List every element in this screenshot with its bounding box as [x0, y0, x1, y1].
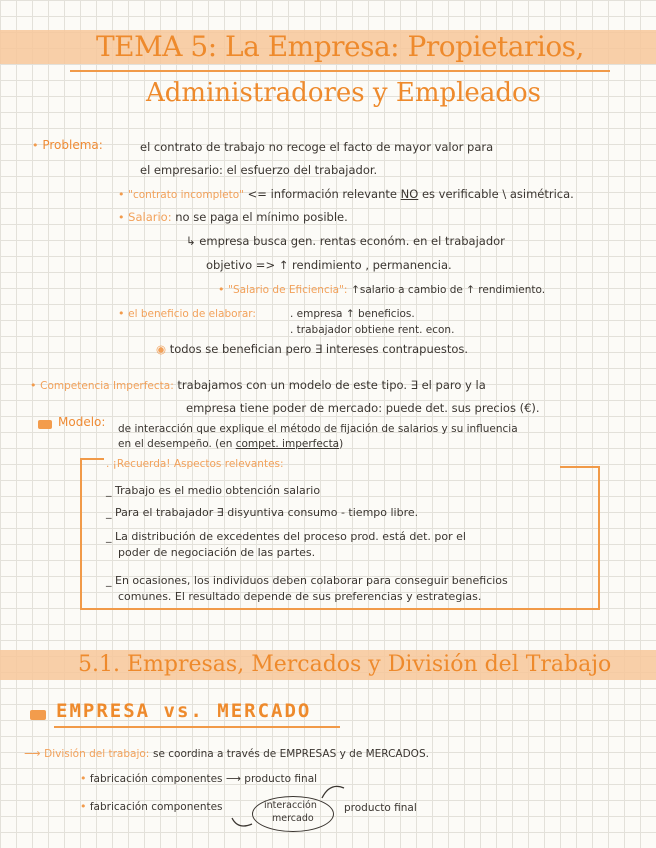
row1-right: producto final — [244, 773, 318, 785]
section-title: 5.1. Empresas, Mercados y División del Trabajo — [78, 652, 612, 677]
recuerda-item-5: _ En ocasiones, los individuos deben colaborar para conseguir beneficios — [106, 574, 508, 587]
division-label: División del trabajo: — [44, 748, 150, 760]
division-row — [24, 746, 429, 760]
oval-text-2: mercado — [272, 813, 314, 824]
recuerda-item-3: _ La distribución de excedentes del proceso prod. está det. por el — [106, 530, 466, 543]
arrow-right-icon: ⟶ — [24, 746, 41, 760]
competencia-row — [30, 378, 486, 392]
row1-arrow: ⟶ — [225, 773, 241, 785]
contrato-incompleto-row — [118, 187, 574, 201]
empresa-busca-line: ↳ empresa busca gen. rentas económ. en el trabajador — [186, 234, 505, 248]
box-top-right — [560, 466, 600, 468]
salario-text: no se paga el mínimo posible. — [175, 210, 348, 224]
eficiencia-label: "Salario de Eficiencia": — [228, 284, 348, 296]
bullet-icon: • — [218, 283, 225, 296]
row1-left: fabricación componentes — [89, 773, 223, 785]
recuerda-heading: . ¡Recuerda! Aspectos relevantes: — [106, 458, 284, 470]
modelo-line2-b: ) — [339, 438, 344, 450]
bullet-icon: • — [80, 800, 87, 813]
competencia-line2: empresa tiene poder de mercado: puede det. sus precios (€). — [186, 401, 540, 415]
oval-text-1: interacción — [264, 800, 317, 811]
curve-arrow-down — [232, 818, 252, 826]
contrato-text: <= información relevante — [247, 187, 397, 201]
contrato-end: es verificable \ asimétrica. — [421, 187, 574, 201]
bullet-icon: • — [118, 188, 125, 201]
row2-left: fabricación componentes — [89, 801, 223, 813]
box-bottom — [80, 608, 600, 610]
competencia-line1: trabajamos con un modelo de este tipo. ∃ el paro y la — [177, 378, 486, 392]
modelo-line2-link: compet. imperfecta — [235, 438, 340, 450]
todos-text: todos se benefician pero ∃ intereses contrapuestos. — [169, 342, 469, 356]
example-row-2-left — [80, 800, 223, 813]
bullet-icon: • — [32, 139, 39, 152]
curve-arrow-up — [322, 786, 344, 798]
todos-row — [156, 342, 468, 356]
eficiencia-text: ↑salario a cambio de ↑ rendimiento. — [351, 284, 546, 296]
objetivo-line: objetivo => ↑ rendimiento , permanencia. — [206, 258, 452, 272]
beneficio-label: el beneficio de elaborar: — [128, 308, 256, 320]
contrato-no: NO — [400, 187, 419, 201]
beneficio-1: . empresa ↑ beneficios. — [290, 308, 415, 320]
page-subtitle: Administradores y Empleados — [146, 78, 541, 108]
empresa-vs-mercado: EMPRESA vs. MERCADO — [56, 700, 312, 722]
example-row-1 — [80, 772, 317, 785]
bullet-icon: • — [30, 379, 37, 392]
recuerda-item-2: _ Para el trabajador ∃ disyuntiva consumo - tiempo libre. — [106, 506, 419, 519]
box-right — [598, 466, 600, 608]
page-title: TEMA 5: La Empresa: Propietarios, — [96, 30, 584, 63]
eye-icon: ◉ — [156, 342, 167, 356]
modelo-line1: de interacción que explique el método de fijación de salarios y su influencia — [118, 423, 518, 435]
box-left — [80, 458, 82, 610]
title-underline — [70, 70, 610, 72]
contrato-label: "contrato incompleto" — [128, 189, 244, 201]
bullet-icon: • — [118, 307, 125, 320]
modelo-square-icon — [38, 420, 52, 429]
subheading-underline — [54, 726, 340, 728]
row2-right: producto final — [344, 802, 417, 814]
bullet-icon: • — [118, 211, 125, 224]
salario-label: Salario: — [128, 210, 172, 224]
eficiencia-row — [218, 282, 545, 296]
recuerda-item-6: comunes. El resultado depende de sus preferencias y estrategias. — [118, 590, 482, 603]
empresa-square-icon — [30, 710, 46, 720]
modelo-line2-a: en el desempeño. (en — [118, 438, 233, 450]
competencia-label: Competencia Imperfecta: — [40, 380, 174, 392]
recuerda-item-1: _ Trabajo es el medio obtención salario — [106, 484, 321, 497]
problema-line1: el contrato de trabajo no recoge el facto de mayor valor para — [140, 140, 494, 154]
modelo-label: Modelo: — [58, 415, 106, 429]
box-top-left — [80, 458, 104, 460]
recuerda-item-4: poder de negociación de las partes. — [118, 546, 316, 559]
problema-label — [32, 138, 103, 152]
division-text: se coordina a través de EMPRESAS y de MERCADOS. — [152, 748, 429, 760]
modelo-line2 — [118, 438, 343, 450]
beneficio-2: . trabajador obtiene rent. econ. — [290, 324, 455, 336]
problema-line2: el empresario: el esfuerzo del trabajador. — [140, 163, 378, 177]
problema-label-text: Problema: — [42, 138, 103, 152]
bullet-icon: • — [80, 772, 87, 785]
salario-row — [118, 210, 348, 224]
beneficio-row — [118, 306, 256, 320]
